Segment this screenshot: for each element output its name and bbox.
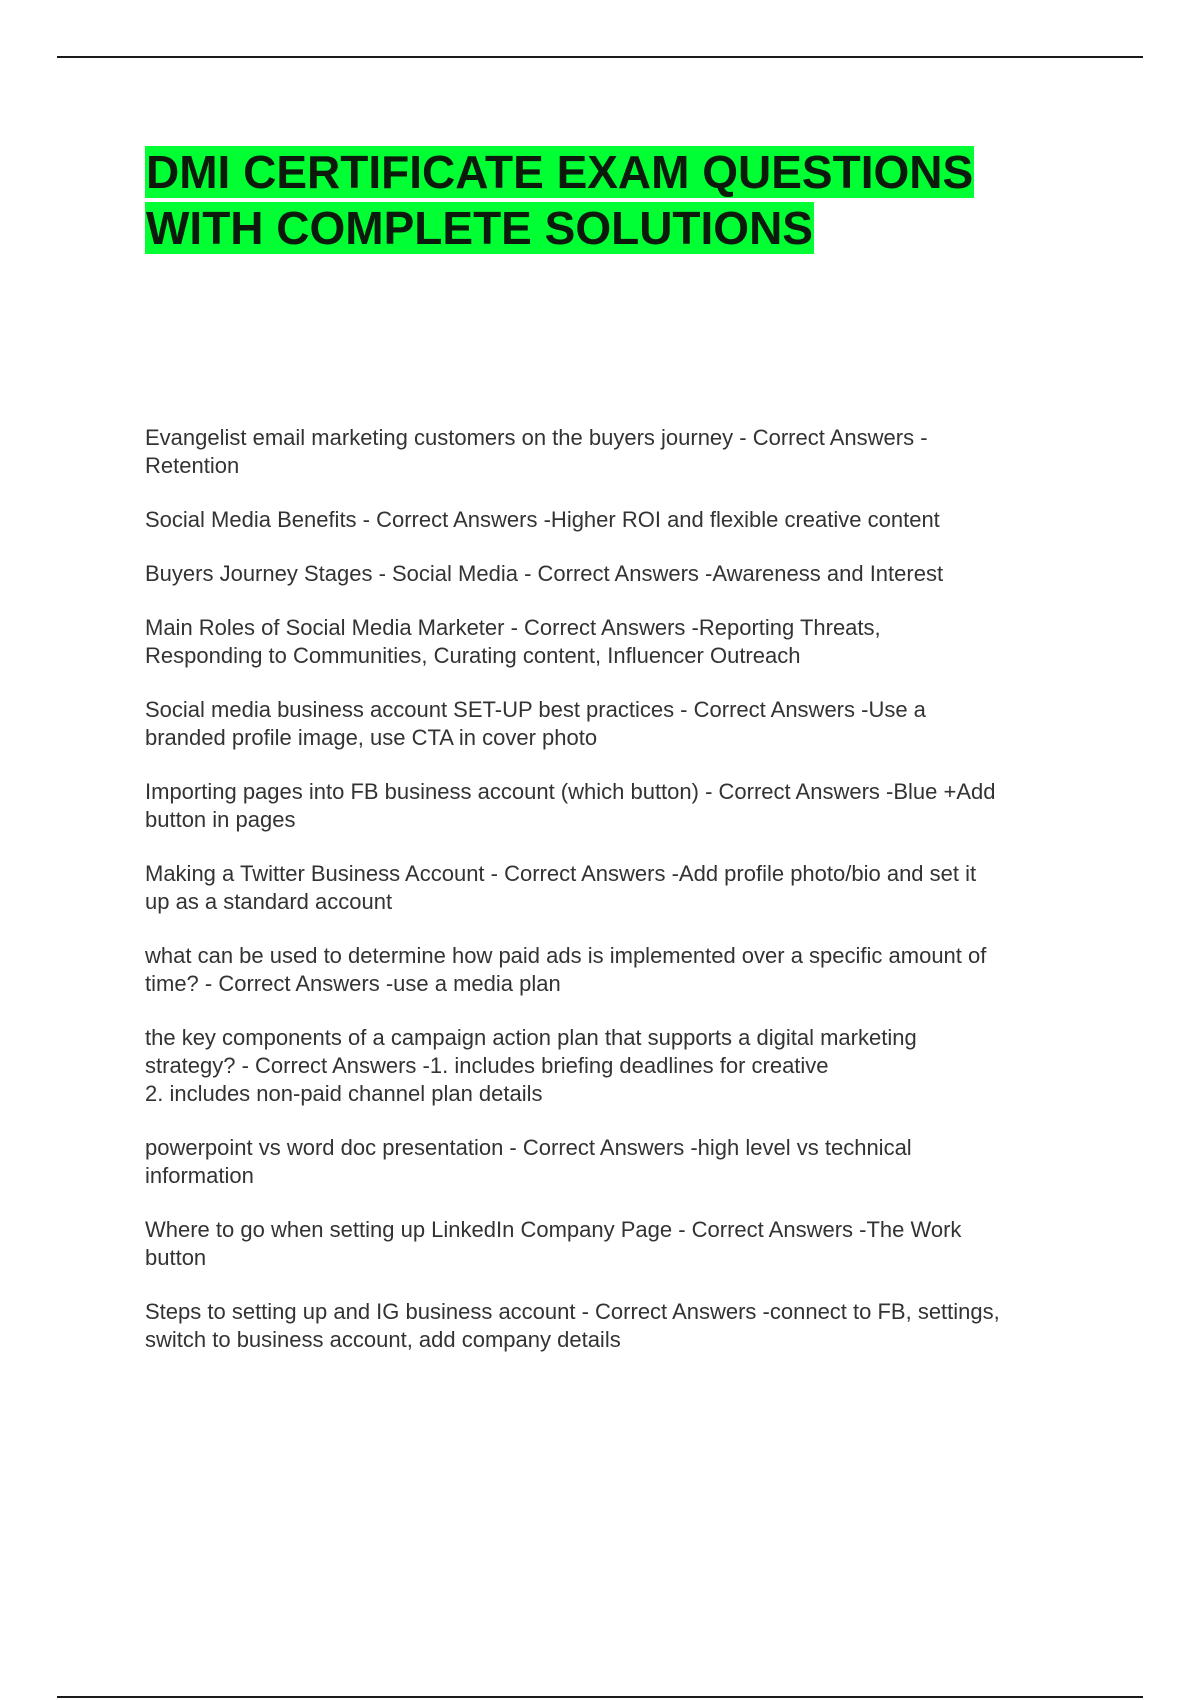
qa-item: Buyers Journey Stages - Social Media - Correct Answers -Awareness and Interest xyxy=(145,561,944,586)
qa-item: Steps to setting up and IG business account - Correct Answers -connect to FB, settings, switch to business account, add company details xyxy=(145,1299,1000,1352)
qa-list xyxy=(145,424,1105,1380)
qa-item: Importing pages into FB business account (which button) - Correct Answers -Blue +Add button in pages xyxy=(145,779,996,832)
qa-item: Where to go when setting up LinkedIn Company Page - Correct Answers -The Work button xyxy=(145,1217,962,1270)
title-line-2: WITH COMPLETE SOLUTIONS xyxy=(146,202,813,254)
qa-item: the key components of a campaign action plan that supports a digital marketing strategy? - Correct Answers -1. includes briefing deadlines for creative 2. includes non-paid channel plan details xyxy=(145,1025,917,1106)
bottom-divider xyxy=(57,1696,1143,1698)
document-title-block xyxy=(145,144,1045,256)
document-title xyxy=(145,144,1045,256)
title-line-1: DMI CERTIFICATE EXAM QUESTIONS xyxy=(146,146,974,198)
top-divider xyxy=(57,56,1143,58)
qa-item: Main Roles of Social Media Marketer - Correct Answers -Reporting Threats, Responding to Communities, Curating content, Influencer Outreach xyxy=(145,615,881,668)
qa-item: Social Media Benefits - Correct Answers -Higher ROI and flexible creative content xyxy=(145,507,940,532)
qa-item: Social media business account SET-UP best practices - Correct Answers -Use a branded profile image, use CTA in cover photo xyxy=(145,697,926,750)
qa-item: powerpoint vs word doc presentation - Correct Answers -high level vs technical information xyxy=(145,1135,912,1188)
qa-item: Making a Twitter Business Account - Correct Answers -Add profile photo/bio and set it up as a standard account xyxy=(145,861,977,914)
qa-item: Evangelist email marketing customers on the buyers journey - Correct Answers - Retention xyxy=(145,425,928,478)
qa-item: what can be used to determine how paid ads is implemented over a specific amount of time? - Correct Answers -use a media plan xyxy=(145,943,987,996)
